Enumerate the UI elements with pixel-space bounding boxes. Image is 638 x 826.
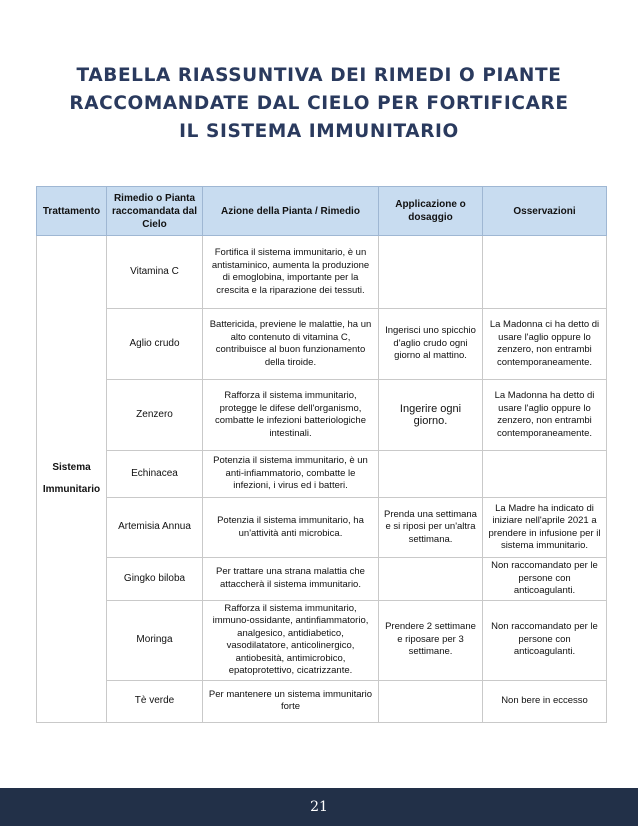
application-cell — [379, 236, 483, 309]
application-cell: Prenda una settimana e si riposi per un'altra settimana. — [379, 498, 483, 558]
remedy-cell: Echinacea — [107, 451, 203, 498]
notes-cell: La Madonna ci ha detto di usare l'aglio oppure lo zenzero, non entrambi contemporaneamente. — [483, 309, 607, 380]
title-line: RACCOMANDATE DAL CIELO PER FORTIFICARE — [69, 93, 569, 114]
remedy-cell: Aglio crudo — [107, 309, 203, 380]
application-cell: Ingerisci uno spicchio d'aglio crudo ogni giorno al mattino. — [379, 309, 483, 380]
notes-cell: La Madre ha indicato di iniziare nell'aprile 2021 a prendere in infusione per il sistema immunitario. — [483, 498, 607, 558]
application-cell: Ingerire ogni giorno. — [379, 380, 483, 451]
title-line: TABELLA RIASSUNTIVA DEI RIMEDI O PIANTE — [76, 65, 562, 86]
notes-cell: Non raccomandato per le persone con anticoagulanti. — [483, 600, 607, 680]
action-cell: Rafforza il sistema immunitario, protegge le difese dell'organismo, combatte le infezioni batteriologiche intestinali. — [203, 380, 379, 451]
title-line: IL SISTEMA IMMUNITARIO — [179, 121, 459, 142]
table-row — [37, 236, 607, 309]
action-cell: Potenzia il sistema immunitario, è un anti-infiammatorio, combatte le infezioni, i virus ed i batteri. — [203, 451, 379, 498]
remedies-table — [36, 186, 607, 723]
table-row — [37, 600, 607, 680]
application-cell: Prendere 2 settimane e riposare per 3 settimane. — [379, 600, 483, 680]
page-number: 21 — [310, 799, 328, 815]
notes-cell — [483, 236, 607, 309]
table-row — [37, 680, 607, 722]
table-row — [37, 498, 607, 558]
treatment-label: Immunitario — [42, 483, 101, 495]
header-application: Applicazione o dosaggio — [379, 187, 483, 236]
remedy-cell: Artemisia Annua — [107, 498, 203, 558]
application-cell — [379, 451, 483, 498]
action-cell: Rafforza il sistema immunitario, immuno-ossidante, antinfiammatorio, analgesico, antidiabetico, vasodilatatore, anticolinergico, antiobesità, antimicrobico, epatoprotettivo, cicatrizzante. — [203, 600, 379, 680]
table-row — [37, 309, 607, 380]
treatment-cell — [37, 236, 107, 723]
notes-cell: Non raccomandato per le persone con anticoagulanti. — [483, 558, 607, 601]
remedy-cell: Zenzero — [107, 380, 203, 451]
table-header-row — [37, 187, 607, 236]
remedy-cell: Gingko biloba — [107, 558, 203, 601]
header-treatment: Trattamento — [37, 187, 107, 236]
notes-cell — [483, 451, 607, 498]
table-row — [37, 380, 607, 451]
table-row — [37, 451, 607, 498]
application-cell — [379, 680, 483, 722]
treatment-label: Sistema — [52, 461, 91, 473]
action-cell: Per mantenere un sistema immunitario forte — [203, 680, 379, 722]
header-notes: Osservazioni — [483, 187, 607, 236]
header-remedy: Rimedio o Pianta raccomandata dal Cielo — [107, 187, 203, 236]
table-row — [37, 558, 607, 601]
remedy-cell: Vitamina C — [107, 236, 203, 309]
header-action: Azione della Pianta / Rimedio — [203, 187, 379, 236]
page-title — [0, 62, 638, 146]
action-cell: Per trattare una strana malattia che attaccherà il sistema immunitario. — [203, 558, 379, 601]
action-cell: Potenzia il sistema immunitario, ha un'attività anti microbica. — [203, 498, 379, 558]
notes-cell: La Madonna ha detto di usare l'aglio oppure lo zenzero, non entrambi contemporaneamente. — [483, 380, 607, 451]
notes-cell: Non bere in eccesso — [483, 680, 607, 722]
action-cell: Fortifica il sistema immunitario, è un antistaminico, aumenta la produzione di emoglobina, importante per la crescita e la riparazione dei tessuti. — [203, 236, 379, 309]
footer-bar — [0, 788, 638, 826]
remedy-cell: Moringa — [107, 600, 203, 680]
action-cell: Battericida, previene le malattie, ha un alto contenuto di vitamina C, contribuisce al buon funzionamento della tiroide. — [203, 309, 379, 380]
application-cell — [379, 558, 483, 601]
remedy-cell: Tè verde — [107, 680, 203, 722]
